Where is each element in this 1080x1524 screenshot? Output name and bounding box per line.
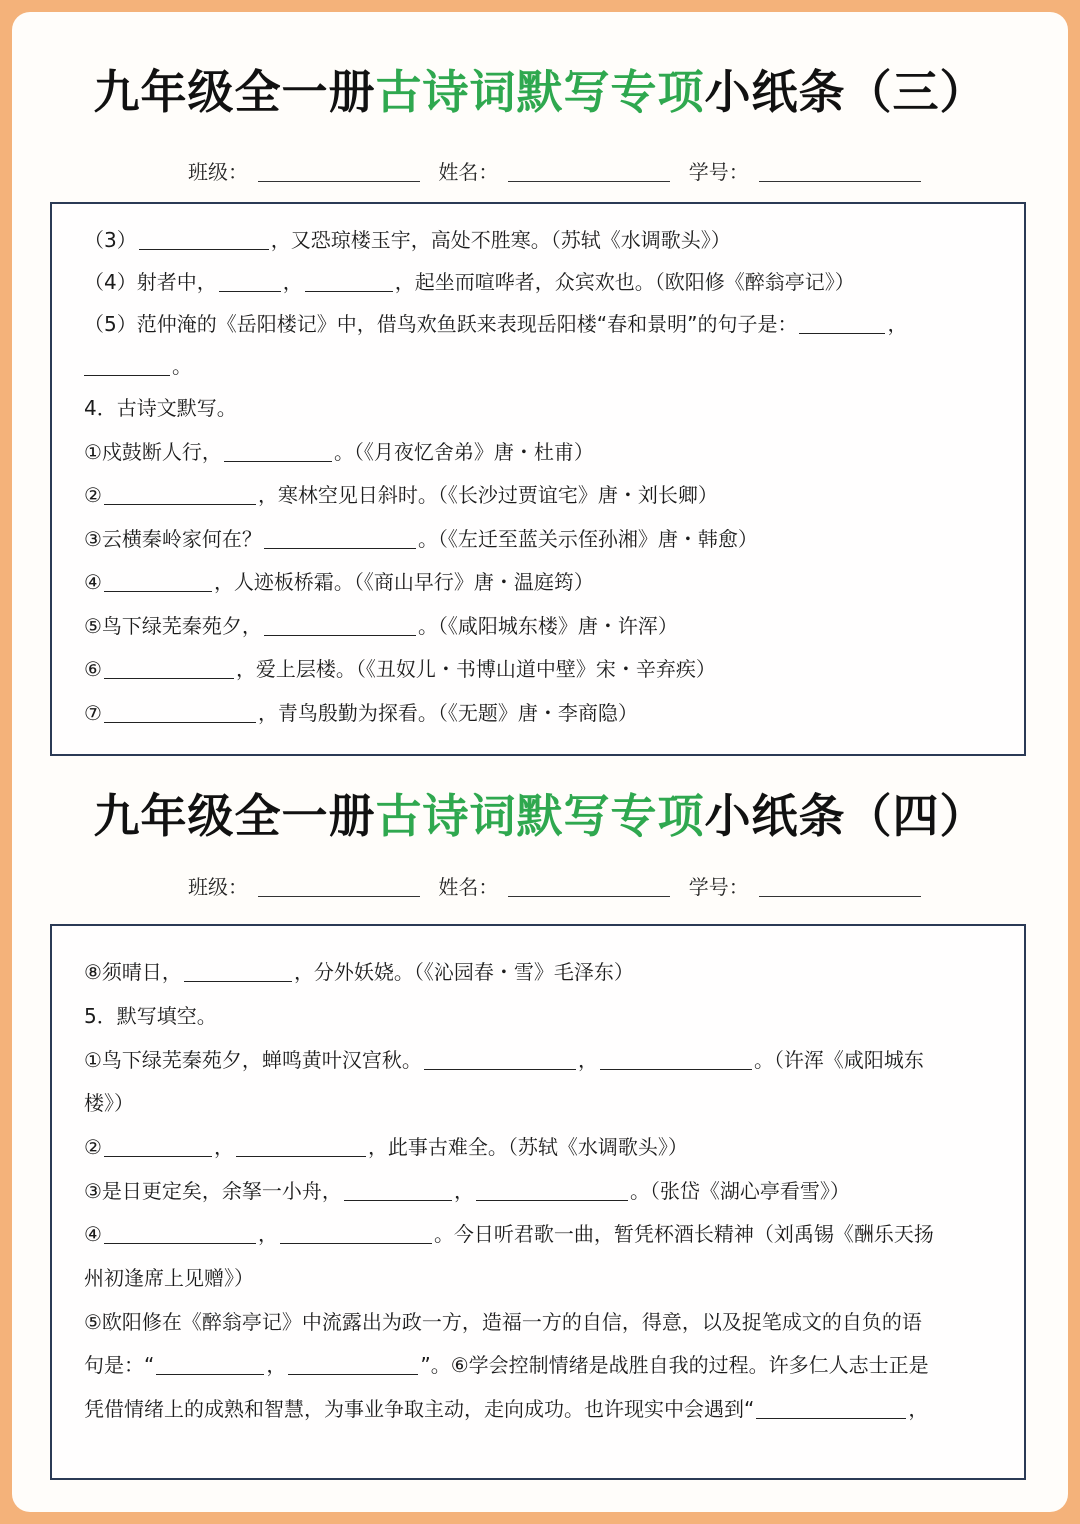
- question-line: ①戍鼓断人行， 。（《月夜忆舍弟》唐・杜甫）: [84, 440, 594, 464]
- answer-blank[interactable]: [104, 484, 256, 505]
- question-line: （5）范仲淹的《岳阳楼记》中，借鸟欢鱼跃来表现岳阳楼“春和景明”的句子是： ，: [84, 312, 908, 336]
- answer-blank[interactable]: [799, 313, 885, 334]
- name-label: 姓名：: [438, 160, 499, 184]
- answer-blank[interactable]: [476, 1180, 628, 1201]
- class-label: 班级：: [188, 160, 248, 184]
- question-line: ⑧须晴日， ，分外妖娆。（《沁园春・雪》毛泽东）: [84, 960, 634, 984]
- sheet2-title: 九年级全一册古诗词默写专项小纸条（四）: [93, 789, 987, 843]
- name-field[interactable]: [508, 181, 670, 182]
- answer-blank[interactable]: [219, 271, 281, 292]
- answer-blank[interactable]: [288, 1354, 418, 1375]
- student-id-field[interactable]: [759, 181, 921, 182]
- student-id-field[interactable]: [759, 896, 921, 897]
- name-field[interactable]: [508, 896, 670, 897]
- answer-blank[interactable]: [756, 1398, 906, 1419]
- sheet1-student-info: [188, 156, 908, 185]
- answer-blank[interactable]: [264, 528, 416, 549]
- class-field[interactable]: [258, 181, 420, 182]
- question-line: 凭借情绪上的成熟和智慧，为事业争取主动，走向成功。也许现实中会遇到“ ，: [84, 1397, 929, 1421]
- answer-blank[interactable]: [104, 658, 234, 679]
- question-line: （3） ，又恐琼楼玉宇，高处不胜寒。（苏轼《水调歌头》）: [84, 228, 731, 252]
- question-line: ③是日更定矣，余拏一小舟， ， 。（张岱《湖心亭看雪》）: [84, 1179, 850, 1203]
- answer-blank[interactable]: [104, 702, 256, 723]
- class-label: 班级：: [188, 875, 248, 899]
- section-heading: 4．古诗文默写。: [84, 396, 237, 420]
- question-line: 州初逢席上见赠》）: [84, 1266, 254, 1290]
- question-line: ⑥ ，爱上层楼。（《丑奴儿・书博山道中壁》宋・辛弃疾）: [84, 657, 716, 681]
- answer-blank[interactable]: [184, 961, 292, 982]
- answer-blank[interactable]: [104, 571, 212, 592]
- answer-blank[interactable]: [424, 1049, 576, 1070]
- answer-blank[interactable]: [139, 229, 269, 250]
- name-label: 姓名：: [438, 875, 499, 899]
- answer-blank[interactable]: [264, 615, 416, 636]
- answer-blank[interactable]: [305, 271, 393, 292]
- question-line: 。: [84, 352, 192, 380]
- question-line: ② ，寒林空见日斜时。（《长沙过贾谊宅》唐・刘长卿）: [84, 483, 718, 507]
- answer-blank[interactable]: [600, 1049, 752, 1070]
- question-line: ⑦ ，青鸟殷勤为探看。（《无题》唐・李商隐）: [84, 701, 638, 725]
- class-field[interactable]: [258, 896, 420, 897]
- question-line: ④ ，人迹板桥霜。（《商山早行》唐・温庭筠）: [84, 570, 594, 594]
- student-id-label: 学号：: [688, 875, 749, 899]
- question-line: ③云横秦岭家何在？ 。（《左迁至蓝关示侄孙湘》唐・韩愈）: [84, 527, 758, 551]
- answer-blank[interactable]: [280, 1223, 432, 1244]
- answer-blank[interactable]: [104, 1223, 256, 1244]
- answer-blank[interactable]: [104, 1136, 212, 1157]
- question-line: ⑤鸟下绿芜秦苑夕， 。（《咸阳城东楼》唐・许浑）: [84, 614, 678, 638]
- answer-blank[interactable]: [84, 355, 170, 376]
- question-line: ② ， ，此事古难全。（苏轼《水调歌头》）: [84, 1135, 688, 1159]
- question-line: 句是：“ ， ”。⑥学会控制情绪是战胜自我的过程。许多仁人志士正是: [84, 1353, 929, 1377]
- answer-blank[interactable]: [236, 1136, 366, 1157]
- answer-blank[interactable]: [344, 1180, 452, 1201]
- question-line: ④ ， 。今日听君歌一曲，暂凭杯酒长精神（刘禹锡《酬乐天扬: [84, 1222, 934, 1246]
- section-heading: 5．默写填空。: [84, 1004, 217, 1028]
- answer-blank[interactable]: [224, 441, 332, 462]
- sheet1-title: 九年级全一册古诗词默写专项小纸条（三）: [93, 65, 987, 119]
- sheet2-student-info: [188, 871, 908, 900]
- question-line: ①鸟下绿芜秦苑夕，蝉鸣黄叶汉宫秋。 ， 。（许浑《咸阳城东: [84, 1048, 924, 1072]
- sheet2-question-box: [50, 924, 1026, 1480]
- question-line: ⑤欧阳修在《醉翁亭记》中流露出为政一方，造福一方的自信，得意，以及捉笔成文的自负的语: [84, 1310, 922, 1334]
- student-id-label: 学号：: [688, 160, 749, 184]
- answer-blank[interactable]: [156, 1354, 264, 1375]
- sheet1-question-box: [50, 202, 1026, 756]
- question-line: （4）射者中， ， ，起坐而喧哗者，众宾欢也。（欧阳修《醉翁亭记》）: [84, 270, 855, 294]
- question-line: 楼》）: [84, 1091, 134, 1115]
